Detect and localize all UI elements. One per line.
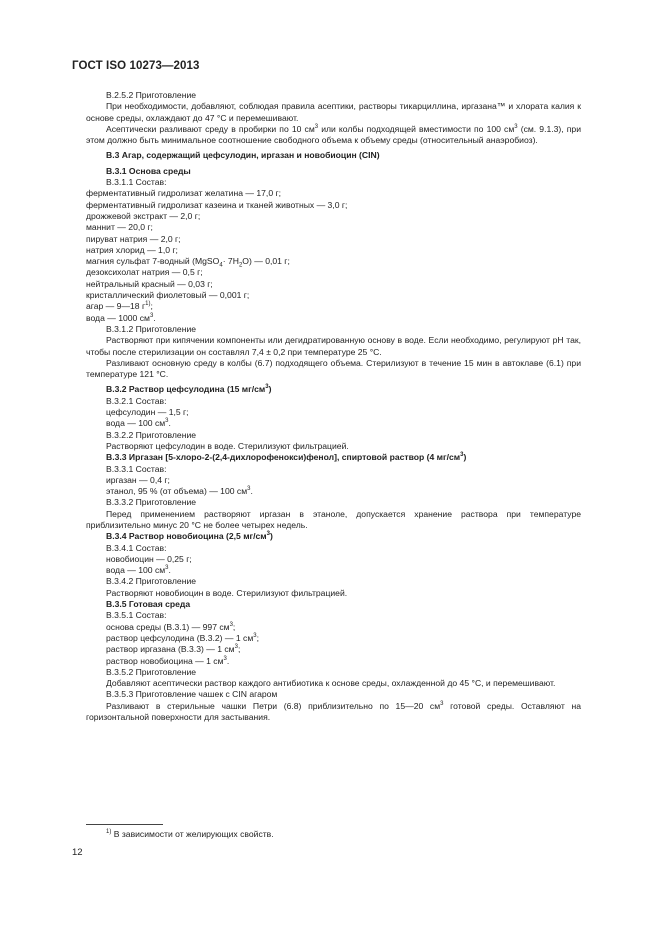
footnote: $^{1)}$ В зависимости от желирующих свойств. — [106, 829, 274, 839]
paragraph: Перед применением растворяют иргазан в этаноле, допускается хранение раствора при температуре приблизительно минус 20 °С не более четырех недель. — [86, 508, 581, 530]
composition-item: раствор иргазана (В.3.3) — 1 $см^3$; — [106, 644, 241, 655]
composition-item: пируват натрия — 2,0 г; — [86, 233, 181, 244]
paragraph: Растворяют новобиоцин в воде. Стерилизуют фильтрацией. — [106, 587, 348, 598]
subsection-heading-b35: В.3.5 Готовая среда — [106, 599, 191, 610]
composition-item: натрия хлорид — 1,0 г; — [86, 244, 178, 255]
footnote-mark: 1) — [106, 829, 112, 836]
paragraph: Растворяют при кипячении компоненты или дегидратированную основу в воде. Если необходимо, регулируют pH так, чтобы после стерилизации он составлял 7,4 ± 0,2 при температуре 25 °С. — [86, 335, 581, 357]
composition-item: вода — 100 $см^3$. — [106, 565, 171, 576]
subsection-heading-b351: В.3.5.1 Состав: — [106, 610, 167, 621]
composition-item: ферментативный гидролизат желатина — 17,0 г; — [86, 188, 282, 199]
subsection-heading-b252: В.2.5.2 Приготовление — [106, 90, 197, 100]
subsection-heading-b34: В.3.4 Раствор новобиоцина (2,5 $мг/см^3$) — [106, 531, 273, 542]
paragraph: Растворяют цефсулодин в воде. Стерилизуют фильтрацией. — [106, 440, 349, 451]
subsection-heading-b321: В.3.2.1 Состав: — [106, 395, 167, 406]
subsection-heading-b352: В.3.5.2 Приготовление — [106, 666, 197, 677]
subsection-heading-b342: В.3.4.2 Приготовление — [106, 576, 197, 587]
composition-item: новобиоцин — 0,25 г; — [106, 553, 192, 564]
composition-item: раствор цефсулодина (В.3.2) — 1 $см^3$; — [106, 632, 259, 643]
composition-item: агар — 9—18 $г^{1)}$; — [86, 301, 153, 312]
subsection-heading-b311: В.3.1.1 Состав: — [106, 177, 167, 188]
composition-item: дрожжевой экстракт — 2,0 г; — [86, 210, 201, 221]
subsection-heading-b341: В.3.4.1 Состав: — [106, 542, 167, 553]
page-number: 12 — [72, 847, 83, 858]
subsection-heading-b33: В.3.3 Иргазан [5-хлоро-2-(2,4-дихлорофенокси)фенол], спиртовой раствор (4 $мг/см^3$) — [106, 452, 467, 463]
composition-item: дезоксихолат натрия — 0,5 г; — [86, 267, 203, 278]
composition-item: нейтральный красный — 0,03 г; — [86, 278, 213, 289]
subsection-heading-b312: В.3.1.2 Приготовление — [106, 323, 197, 334]
subsection-heading-b31: В.3.1 Основа среды — [106, 165, 191, 176]
composition-item: вода — 1000 $см^3$. — [86, 312, 156, 323]
composition-item: этанол, 95 % (от объема) — 100 $см^3$. — [106, 486, 253, 497]
subsection-heading-b332: В.3.3.2 Приготовление — [106, 497, 197, 508]
subsection-heading-b322: В.3.2.2 Приготовление — [106, 429, 197, 440]
subsection-heading-b331: В.3.3.1 Состав: — [106, 463, 167, 474]
footnote-separator — [86, 824, 163, 825]
paragraph: Разливают основную среду в колбы (6.7) подходящего объема. Стерилизуют в течение 15 мин в автоклаве (6.1) при температуре 121 °С. — [86, 357, 581, 380]
composition-item: раствор новобиоцина — 1 $см^3$. — [106, 655, 230, 666]
composition-item: магния сульфат 7-водный (MgSO$_4$· $7H_2O$) — 0,01 г; — [86, 256, 290, 269]
page-content — [86, 90, 581, 723]
paragraph: При необходимости, добавляют, соблюдая правила асептики, растворы тикарциллина, иргазана™ и хлората калия к основе среды, охлаждают до 47 °С и перемешивают. — [86, 101, 581, 123]
subsection-heading-b353: В.3.5.3 Приготовление чашек с CIN агаром — [106, 689, 278, 700]
composition-item: иргазан — 0,4 г; — [106, 474, 170, 485]
composition-item: маннит — 20,0 г; — [86, 222, 153, 233]
subsection-heading-b32: В.3.2 Раствор цефсулодина (15 $мг/см^3$) — [106, 384, 272, 395]
composition-item: цефсулодин — 1,5 г; — [106, 407, 189, 418]
composition-item: ферментативный гидролизат казеина и тканей животных — 3,0 г; — [86, 199, 348, 210]
document-header: ГОСТ ISO 10273—2013 — [72, 60, 200, 72]
composition-item: кристаллический фиолетовый — 0,001 г; — [86, 290, 250, 301]
composition-item: основа среды (В.3.1) — 997 $см^3$; — [106, 621, 236, 632]
composition-item: вода — 100 $см^3$. — [106, 418, 171, 429]
footnote-ref: 1) — [145, 301, 151, 308]
paragraph: Разливают в стерильные чашки Петри (6.8) приблизительно по 15—20 $см^3$ готовой среды. Оставляют на горизонтальной поверхности для застывания. — [86, 700, 581, 723]
paragraph: Асептически разливают среду в пробирки по 10 $см^3$ или колбы подходящей вместимости по 100 $см^3$ (см. 9.1.3), при этом должно быть минимальное соотношение свободного объема к объему среды (относительный анаэробиоз). — [86, 123, 582, 146]
section-heading-b3: В.3 Агар, содержащий цефсулодин, иргазан и новобиоцин (CIN) — [106, 150, 380, 161]
paragraph: Добавляют асептически раствор каждого антибиотика к основе среды, охлажденной до 45 °С, и перемешивают. — [106, 678, 556, 689]
